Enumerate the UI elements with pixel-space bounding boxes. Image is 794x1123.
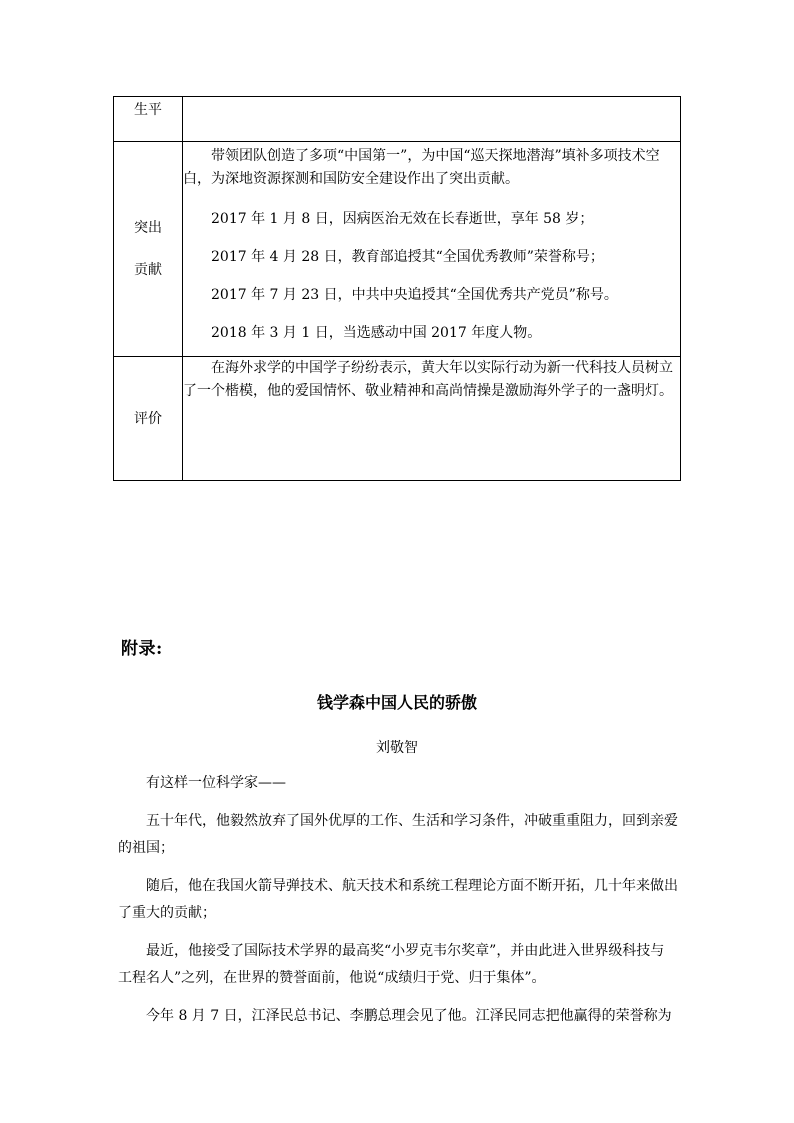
row-label-gongxian-line-2: 贡献 bbox=[134, 262, 162, 278]
row-content-shengping bbox=[183, 97, 681, 142]
article-paragraph: 五十年代，他毅然放弃了国外优厚的工作、生活和学习条件，冲破重重阻力，回到亲爱的祖国； bbox=[118, 813, 678, 856]
row-content-gongxian bbox=[183, 142, 681, 357]
row-content-pingjia bbox=[183, 357, 681, 481]
row-label-gongxian-line-1: 突出 bbox=[134, 220, 162, 236]
gongxian-event: 2017 年 7 月 23 日，中共中央追授其“全国优秀共产党员”称号。 bbox=[211, 287, 618, 303]
article-title: 钱学森中国人民的骄傲 bbox=[316, 693, 477, 712]
gongxian-intro: 带领团队创造了多项“中国第一”，为中国“巡天探地潜海”填补多项技术空白，为深地资源探测和国防安全建设作出了突出贡献。 bbox=[183, 148, 660, 187]
appendix-heading: 附录: bbox=[121, 639, 163, 659]
pingjia-text: 在海外求学的中国学子纷纷表示，黄大年以实际行动为新一代科技人员树立了一个楷模，他的爱国情怀、敬业精神和高尚情操是激励海外学子的一盏明灯。 bbox=[183, 360, 673, 399]
table-row-shengping bbox=[114, 97, 681, 142]
table-row-pingjia bbox=[114, 357, 681, 481]
article-author: 刘敬智 bbox=[376, 740, 418, 756]
row-label-pingjia: 评价 bbox=[114, 357, 183, 481]
table-row-gongxian bbox=[114, 142, 681, 357]
row-label-shengping: 生平 bbox=[114, 97, 183, 142]
row-label-gongxian bbox=[114, 142, 183, 357]
article-paragraph: 有这样一位科学家—— bbox=[146, 775, 286, 791]
article-body bbox=[118, 770, 678, 1041]
gongxian-event: 2018 年 3 月 1 日，当选感动中国 2017 年度人物。 bbox=[211, 325, 542, 341]
gongxian-event: 2017 年 4 月 28 日，教育部追授其“全国优秀教师”荣誉称号； bbox=[211, 249, 604, 265]
biography-table bbox=[113, 96, 681, 481]
gongxian-event: 2017 年 1 月 8 日，因病医治无效在长春逝世，享年 58 岁； bbox=[211, 211, 594, 227]
article-paragraph: 最近，他接受了国际技术学界的最高奖“小罗克韦尔奖章”，并由此进入世界级科技与工程名人”之列，在世界的赞誉面前，他说“成绩归于党、归于集体”。 bbox=[118, 943, 665, 986]
article-paragraph: 随后，他在我国火箭导弹技术、航天技术和系统工程理论方面不断开拓，几十年来做出了重大的贡献； bbox=[118, 878, 678, 921]
article-paragraph: 今年 8 月 7 日，江泽民总书记、李鹏总理会见了他。江泽民同志把他赢得的荣誉称为 bbox=[146, 1008, 672, 1024]
